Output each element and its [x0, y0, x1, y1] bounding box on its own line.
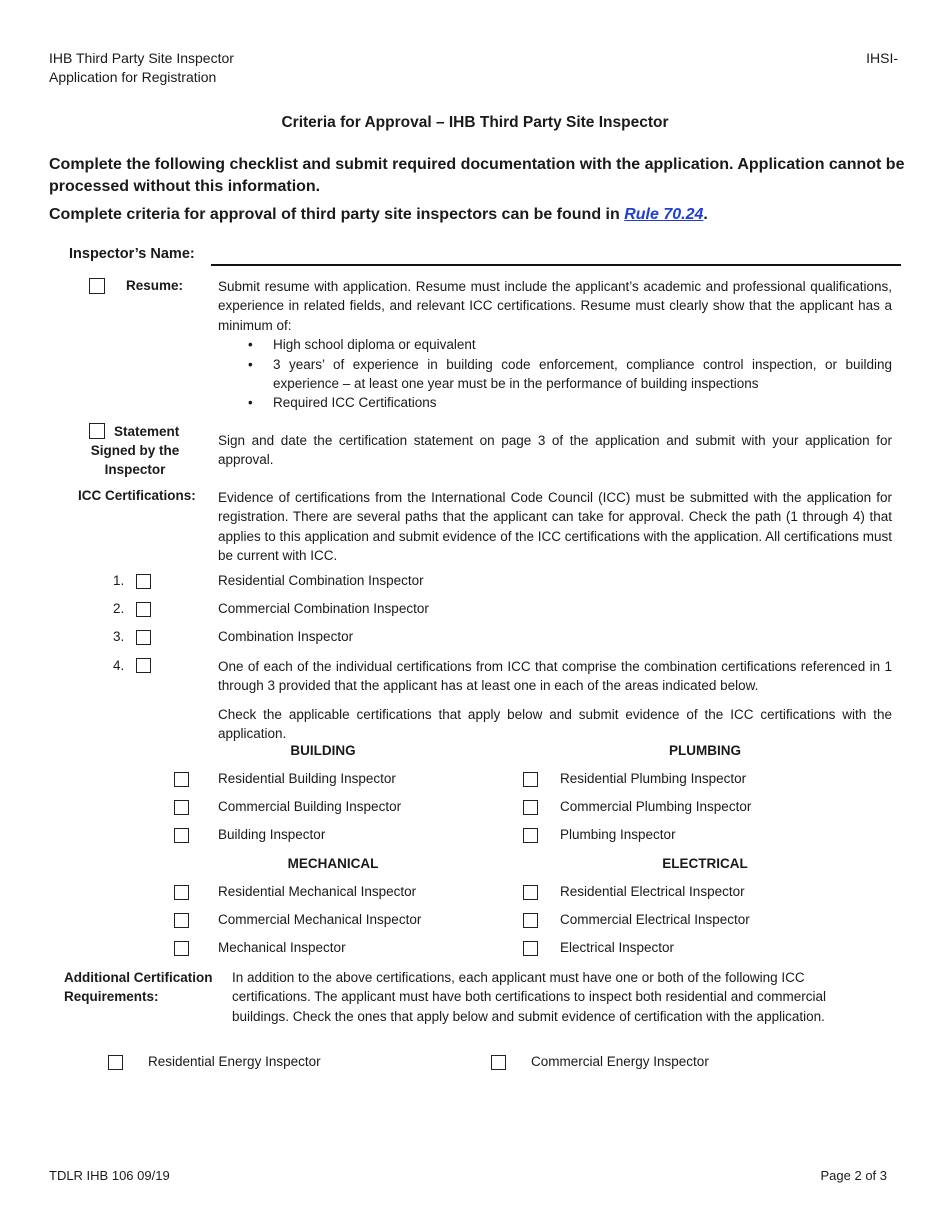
path-number: 1. [113, 573, 125, 588]
page-title: Criteria for Approval – IHB Third Party Site Inspector [281, 114, 669, 131]
building-inspector-label: Building Inspector [218, 827, 326, 842]
residential-energy-checkbox[interactable] [108, 1055, 123, 1070]
commercial-energy-label: Commercial Energy Inspector [531, 1054, 709, 1069]
form-id: IHSI- [866, 50, 898, 66]
path-number: 2. [113, 601, 125, 616]
residential-plumbing-checkbox[interactable] [523, 772, 538, 787]
path-2-checkbox[interactable] [136, 602, 151, 617]
commercial-plumbing-label: Commercial Plumbing Inspector [560, 799, 752, 814]
path-number: 4. [113, 658, 125, 673]
statement-label-line3: Inspector [104, 462, 166, 477]
additional-text: In addition to the above certifications, each applicant must have one or both of the following ICC certifications. The applicant must have both certifications to inspect both residential and commercial buildings. Check the ones that apply below and submit evidence of certification with the application. [232, 970, 827, 1024]
additional-label-line1: Additional Certification [64, 970, 213, 985]
building-inspector-checkbox[interactable] [174, 828, 189, 843]
statement-text: Sign and date the certification statement on page 3 of the application and submit with your application for approval. [218, 433, 892, 468]
path-1-checkbox[interactable] [136, 574, 151, 589]
plumbing-heading: PLUMBING [669, 743, 741, 758]
form-code: TDLR IHB 106 09/19 [49, 1168, 170, 1183]
page-number: Page 2 of 3 [820, 1168, 887, 1183]
resume-text: Submit resume with application. Resume must include the applicant’s academic and professional qualifications, experience in related fields, and relevant ICC certifications. Resume must clearly show that the applicant has a minimum of: [218, 279, 892, 333]
commercial-plumbing-checkbox[interactable] [523, 800, 538, 815]
resume-section [218, 277, 892, 413]
form-subtitle: Application for Registration [49, 69, 217, 85]
residential-plumbing-label: Residential Plumbing Inspector [560, 771, 747, 786]
plumbing-inspector-label: Plumbing Inspector [560, 827, 676, 842]
commercial-energy-checkbox[interactable] [491, 1055, 506, 1070]
rule-link[interactable]: Rule 70.24 [624, 206, 704, 223]
residential-energy-label: Residential Energy Inspector [148, 1054, 321, 1069]
residential-building-label: Residential Building Inspector [218, 771, 396, 786]
plumbing-inspector-checkbox[interactable] [523, 828, 538, 843]
statement-label-line1: Statement [114, 424, 180, 439]
mechanical-inspector-label: Mechanical Inspector [218, 940, 346, 955]
inspector-name-field[interactable] [211, 247, 901, 266]
residential-electrical-checkbox[interactable] [523, 885, 538, 900]
commercial-mechanical-label: Commercial Mechanical Inspector [218, 912, 422, 927]
residential-mechanical-checkbox[interactable] [174, 885, 189, 900]
check-applicable-text: Check the applicable certifications that apply below and submit evidence of the ICC certifications with the application. [218, 707, 892, 742]
icc-text: Evidence of certifications from the International Code Council (ICC) must be submitted with the application for registration. There are several paths that the applicant can take for approval. Check the path (1 through 4) that applies to this application and submit evidence of the ICC certifications with the application. All certifications must be current with ICC. [218, 490, 892, 564]
residential-building-checkbox[interactable] [174, 772, 189, 787]
path-3-checkbox[interactable] [136, 630, 151, 645]
residential-electrical-label: Residential Electrical Inspector [560, 884, 745, 899]
resume-checkbox[interactable] [89, 278, 105, 294]
path-2-text: Commercial Combination Inspector [218, 601, 429, 616]
requirement-item: • High school diploma or equivalent [218, 335, 892, 354]
commercial-mechanical-checkbox[interactable] [174, 913, 189, 928]
intro-criteria-text: Complete criteria for approval of third party site inspectors can be found in [49, 206, 625, 223]
resume-requirements-list [218, 335, 892, 413]
requirement-item: • 3 years’ of experience in building code enforcement, compliance control inspection, or building experience – at least one year must be in the performance of building inspections [218, 355, 892, 394]
commercial-building-label: Commercial Building Inspector [218, 799, 402, 814]
path-4-text: One of each of the individual certifications from ICC that comprise the combination certifications referenced in 1 through 3 provided that the applicant has at least one in each of the areas indicated below. [218, 659, 892, 694]
path-number: 3. [113, 629, 125, 644]
intro-criteria-end: . [703, 206, 708, 223]
residential-mechanical-label: Residential Mechanical Inspector [218, 884, 417, 899]
statement-checkbox[interactable] [89, 423, 105, 439]
path-4-checkbox[interactable] [136, 658, 151, 673]
icc-label: ICC Certifications: [78, 488, 196, 503]
commercial-electrical-checkbox[interactable] [523, 913, 538, 928]
inspector-name-label: Inspector’s Name: [69, 246, 195, 262]
form-name: IHB Third Party Site Inspector [49, 50, 234, 66]
electrical-heading: ELECTRICAL [662, 856, 748, 871]
electrical-inspector-checkbox[interactable] [523, 941, 538, 956]
resume-label: Resume: [126, 278, 184, 293]
commercial-electrical-label: Commercial Electrical Inspector [560, 912, 750, 927]
additional-label-line2: Requirements: [64, 989, 159, 1004]
path-3-text: Combination Inspector [218, 629, 354, 644]
requirement-item: • Required ICC Certifications [218, 393, 892, 412]
building-heading: BUILDING [290, 743, 356, 758]
mechanical-inspector-checkbox[interactable] [174, 941, 189, 956]
electrical-inspector-label: Electrical Inspector [560, 940, 675, 955]
commercial-building-checkbox[interactable] [174, 800, 189, 815]
mechanical-heading: MECHANICAL [287, 856, 379, 871]
intro-instructions: Complete the following checklist and submit required documentation with the application. Application cannot be processed without this information. [49, 156, 905, 195]
intro-criteria [49, 204, 909, 226]
statement-label-line2: Signed by the [90, 443, 180, 458]
path-1-text: Residential Combination Inspector [218, 573, 424, 588]
